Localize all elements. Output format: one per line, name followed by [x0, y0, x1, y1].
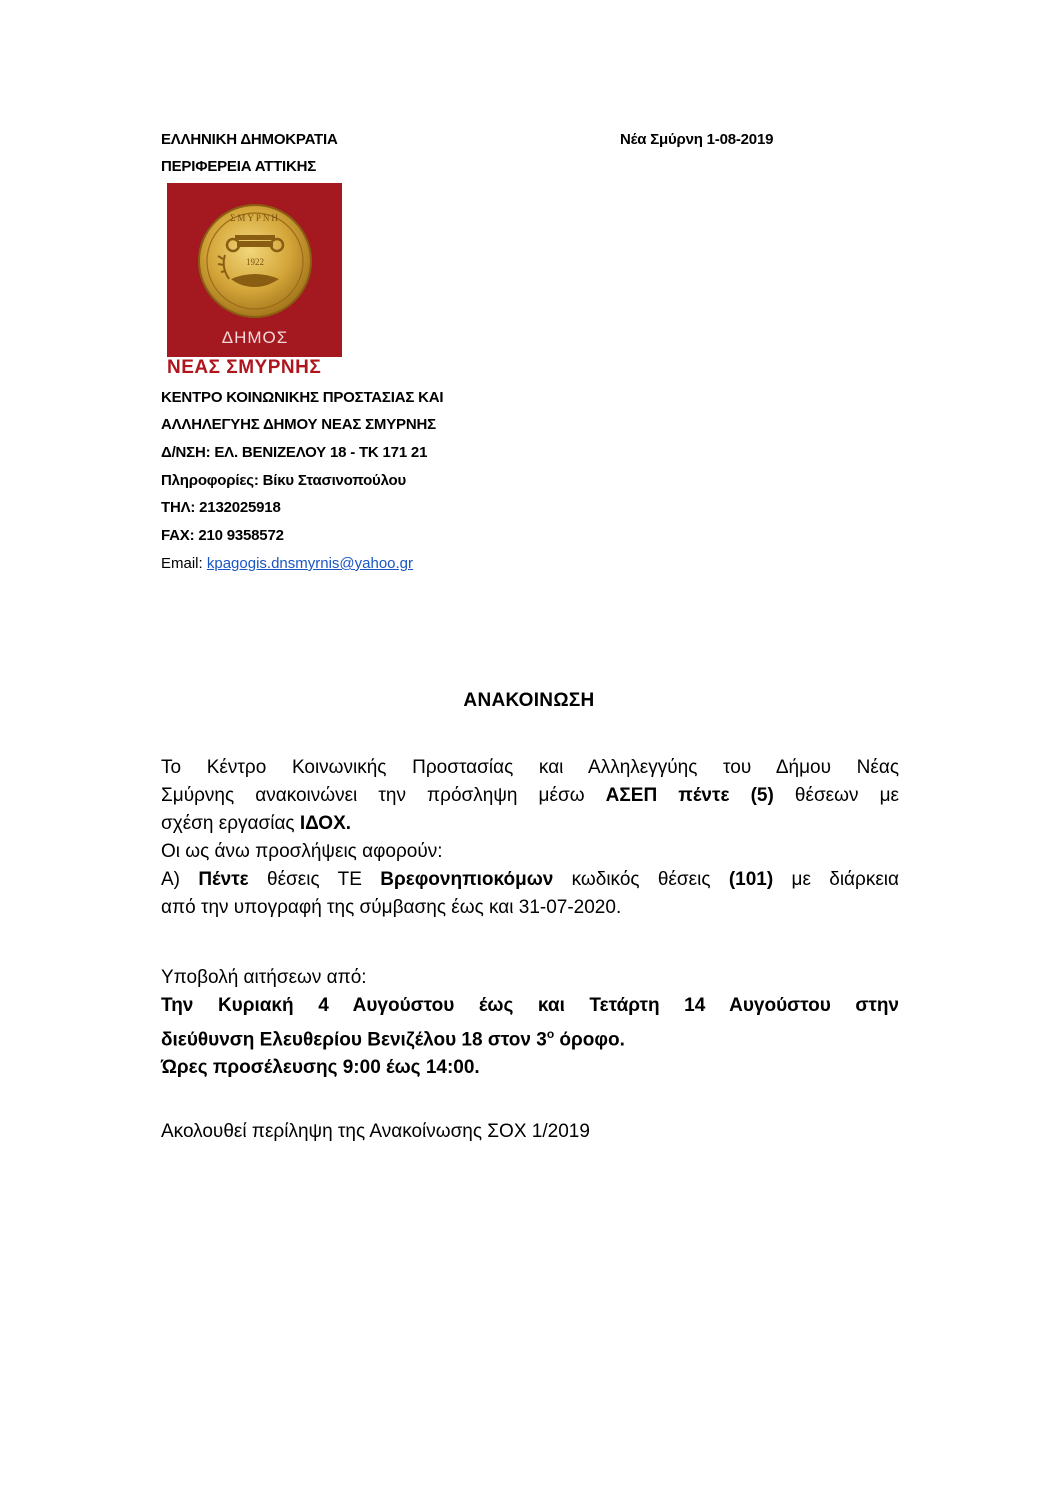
- org-name-line2: ΑΛΛΗΛΕΓΥΗΣ ΔΗΜΟΥ ΝΕΑΣ ΣΜΥΡΝΗΣ: [161, 416, 436, 433]
- positions-code: (101): [728, 869, 774, 890]
- positions-duration-label: με διάρκεια: [791, 869, 900, 890]
- positions-category: θέσεις ΤΕ: [267, 869, 362, 890]
- org-phone: ΤΗΛ: 2132025918: [161, 499, 281, 516]
- intro-line3: [161, 810, 899, 838]
- positions-count-word: Πέντε: [198, 869, 249, 890]
- paragraph-summary: Ακολουθεί περίληψη της Ανακοίνωσης ΣΟΧ 1/2019: [161, 1121, 590, 1142]
- paragraph-applications: [161, 964, 899, 1082]
- org-name-line1: ΚΕΝΤΡΟ ΚΟΙΝΩΝΙΚΗΣ ΠΡΟΣΤΑΣΙΑΣ ΚΑΙ: [161, 389, 444, 406]
- paragraph-positions: [161, 838, 899, 922]
- applications-address: [161, 1020, 899, 1054]
- email-label: Email:: [161, 555, 203, 572]
- municipality-logo: [167, 183, 342, 357]
- applications-floor: όροφο.: [554, 1029, 625, 1051]
- document-date: Νέα Σμύρνη 1-08-2019: [620, 131, 774, 148]
- org-address: Δ/ΝΣΗ: ΕΛ. ΒΕΝΙΖΕΛΟΥ 18 - ΤΚ 171 21: [161, 444, 428, 461]
- intro-line3-text: σχέση εργασίας: [161, 813, 295, 834]
- org-fax: FAX: 210 9358572: [161, 527, 284, 544]
- applications-hours: Ώρες προσέλευσης 9:00 έως 14:00.: [161, 1057, 480, 1079]
- positions-item-letter: Α): [161, 869, 180, 890]
- republic-heading: ΕΛΛΗΝΙΚΗ ΔΗΜΟΚΡΑΤΙΑ: [161, 131, 338, 148]
- positions-code-label: κωδικός θέσεις: [571, 869, 711, 890]
- intro-line1: Το Κέντρο Κοινωνικής Προστασίας και Αλληλεγγύης του Δήμου Νέας: [161, 757, 899, 778]
- intro-line2-text: Σμύρνης ανακοινώνει την πρόσληψη μέσω: [161, 785, 585, 806]
- seal-icon: [167, 183, 342, 357]
- org-email: [161, 555, 413, 572]
- intro-line2: [161, 782, 899, 810]
- email-link[interactable]: kpagogis.dnsmyrnis@yahoo.gr: [206, 555, 414, 572]
- org-info-contact: Πληροφορίες: Βίκυ Στασινοπούλου: [161, 472, 407, 489]
- logo-box-label: ΔΗΜΟΣ: [221, 328, 289, 347]
- region-heading: ΠΕΡΙΦΕΡΕΙΑ ΑΤΤΙΚΗΣ: [161, 158, 317, 175]
- positions-line3: από την υπογραφή της σύμβασης έως και 31-07-2020.: [161, 897, 622, 918]
- announcement-title: ΑΝΑΚΟΙΝΩΣΗ: [463, 690, 595, 711]
- intro-line2-end: θέσεων με: [794, 785, 899, 806]
- floor-superscript: ο: [546, 1027, 555, 1041]
- applications-address-text: διεύθυνση Ελευθερίου Βενιζέλου 18 στον 3: [161, 1029, 547, 1051]
- applications-line1: Υποβολή αιτήσεων από:: [161, 967, 367, 988]
- intro-contract-type: ΙΔΟΧ.: [299, 813, 352, 834]
- applications-dates: Την Κυριακή 4 Αυγούστου έως και Τετάρτη 14 Αυγούστου στην: [161, 995, 899, 1016]
- positions-specialty: Βρεφονηπιοκόμων: [380, 869, 554, 890]
- positions-line1: Οι ως άνω προσλήψεις αφορούν:: [161, 841, 443, 862]
- seal-year: 1922: [246, 257, 264, 267]
- positions-line2: [161, 866, 899, 894]
- intro-positions-count: ΑΣΕΠ πέντε (5): [605, 785, 774, 806]
- paragraph-intro: [161, 754, 899, 838]
- logo-under-label: ΝΕΑΣ ΣΜΥΡΝΗΣ: [167, 357, 322, 378]
- seal-text: ΣΜΥΡΝΗ: [230, 213, 280, 223]
